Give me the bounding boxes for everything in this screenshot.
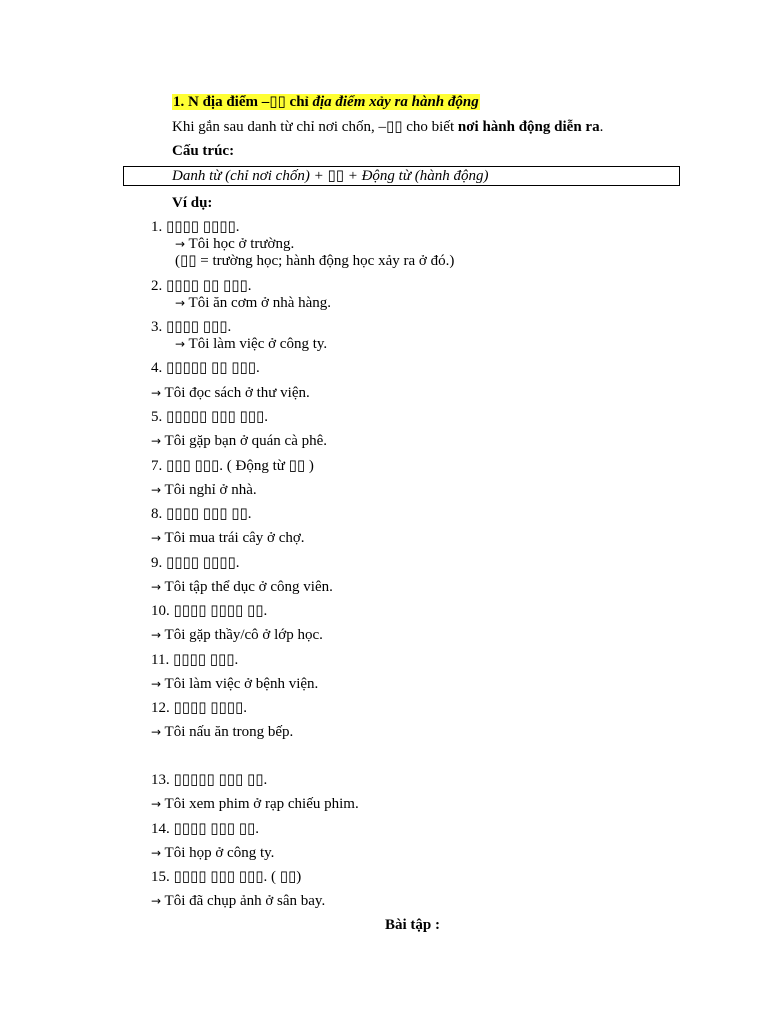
structure-label: Cấu trúc: [172,143,235,159]
example-korean: 7. ▯▯▯ ▯▯▯. ( Động từ ▯▯ ) [151,458,314,474]
example-translation: → Tôi tập thể dục ở công viên. [151,579,333,595]
example-translation: → Tôi nghỉ ở nhà. [151,482,257,498]
example-translation: → Tôi mua trái cây ở chợ. [151,530,305,546]
exercise-heading: Bài tập : [385,917,441,933]
example-korean: 12. ▯▯▯▯ ▯▯▯▯. [151,700,248,716]
example-translation: → Tôi đã chụp ảnh ở sân bay. [151,893,326,909]
example-korean: 5. ▯▯▯▯▯ ▯▯▯ ▯▯▯. [151,409,269,425]
example-korean: 10. ▯▯▯▯ ▯▯▯▯ ▯▯. [151,603,268,619]
example-korean: 15. ▯▯▯▯ ▯▯▯ ▯▯▯. ( ▯▯) [151,869,302,885]
example-translation: → Tôi đọc sách ở thư viện. [151,385,310,401]
example-translation: → Tôi ăn cơm ở nhà hàng. [175,295,332,311]
structure-formula-box: Danh từ (chỉ nơi chốn) + ▯▯ + Động từ (hành động) [123,166,680,186]
example-korean: 4. ▯▯▯▯▯ ▯▯ ▯▯▯. [151,360,260,376]
example-translation: → Tôi xem phim ở rạp chiếu phim. [151,796,359,812]
example-korean: 14. ▯▯▯▯ ▯▯▯ ▯▯. [151,821,260,837]
examples-label: Ví dụ: [172,195,213,211]
example-translation: → Tôi họp ở công ty. [151,845,275,861]
example-korean: 8. ▯▯▯▯ ▯▯▯ ▯▯. [151,506,252,522]
example-korean: 9. ▯▯▯▯ ▯▯▯▯. [151,555,240,571]
example-translation: → Tôi học ở trường. [175,236,295,252]
intro-sentence: Khi gắn sau danh từ chỉ nơi chốn, –▯▯ cho biết nơi hành động diễn ra. [172,119,604,135]
example-korean: 3. ▯▯▯▯ ▯▯▯. [151,319,232,335]
example-korean: 2. ▯▯▯▯ ▯▯ ▯▯▯. [151,278,252,294]
section-heading: 1. N địa điểm –▯▯ chỉ địa điểm xảy ra hành động [173,94,479,110]
example-translation: → Tôi gặp thầy/cô ở lớp học. [151,627,323,643]
example-korean: 11. ▯▯▯▯ ▯▯▯. [151,652,239,668]
example-korean: 1. ▯▯▯▯ ▯▯▯▯. [151,219,240,235]
example-translation: → Tôi làm việc ở công ty. [175,336,328,352]
example-translation: → Tôi làm việc ở bệnh viện. [151,676,319,692]
example-korean: 13. ▯▯▯▯▯ ▯▯▯ ▯▯. [151,772,268,788]
example-translation: → Tôi gặp bạn ở quán cà phê. [151,433,328,449]
example-note: (▯▯ = trường học; hành động học xảy ra ở đó.) [175,253,455,269]
example-translation: → Tôi nấu ăn trong bếp. [151,724,294,740]
